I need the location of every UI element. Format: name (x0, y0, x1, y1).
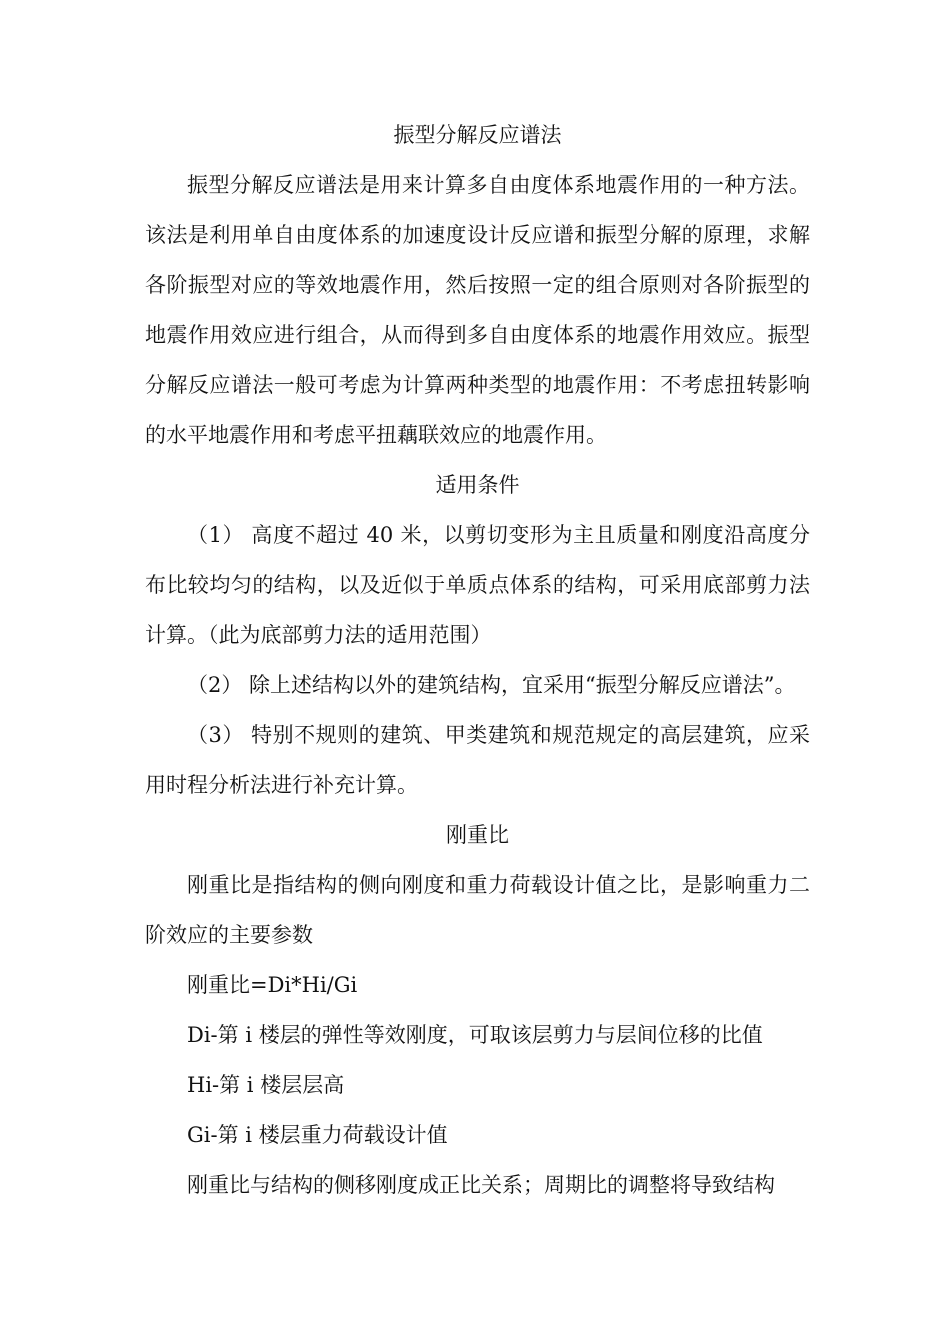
paragraph-di-definition: Di-第 i 楼层的弹性等效刚度，可取该层剪力与层间位移的比值 (187, 1023, 763, 1047)
paragraph-intro: 振型分解反应谱法是用来计算多自由度体系地震作用的一种方法。该法是利用单自由度体系的加速度设计反应谱和振型分解的原理，求解各阶振型对应的等效地震作用，然后按照一定的组合原则对各阶振型的地震作用效应进行组合，从而得到多自由度体系的地震作用效应。振型分解反应谱法一般可考虑为计算两种类型的地震作用：不考虑扭转影响的水平地震作用和考虑平扭藕联效应的地震作用。 (145, 173, 810, 447)
section-title-stiffness-ratio: 刚重比 (446, 823, 509, 847)
section-title-conditions: 适用条件 (435, 473, 520, 497)
paragraph-ratio-definition: 刚重比是指结构的侧向刚度和重力荷载设计值之比，是影响重力二阶效应的主要参数 (145, 873, 810, 947)
paragraph-condition-1: （1） 高度不超过 40 米，以剪切变形为主且质量和刚度沿高度分布比较均匀的结构，以及近似于单质点体系的结构，可采用底部剪力法计算。（此为底部剪力法的适用范围） (145, 523, 810, 647)
paragraph-gi-definition: Gi-第 i 楼层重力荷载设计值 (187, 1123, 448, 1147)
document-page (145, 110, 810, 1210)
paragraph-condition-3: （3） 特别不规则的建筑、甲类建筑和规范规定的高层建筑，应采用时程分析法进行补充计算。 (145, 723, 810, 797)
paragraph-ratio-relation: 刚重比与结构的侧移刚度成正比关系；周期比的调整将导致结构 (187, 1173, 775, 1197)
paragraph-condition-2: （2） 除上述结构以外的建筑结构，宜采用“振型分解反应谱法”。 (187, 673, 796, 697)
paragraph-hi-definition: Hi-第 i 楼层层高 (187, 1073, 345, 1097)
section-title-response-spectrum: 振型分解反应谱法 (393, 123, 562, 147)
paragraph-formula: 刚重比=Di*Hi/Gi (187, 973, 358, 997)
